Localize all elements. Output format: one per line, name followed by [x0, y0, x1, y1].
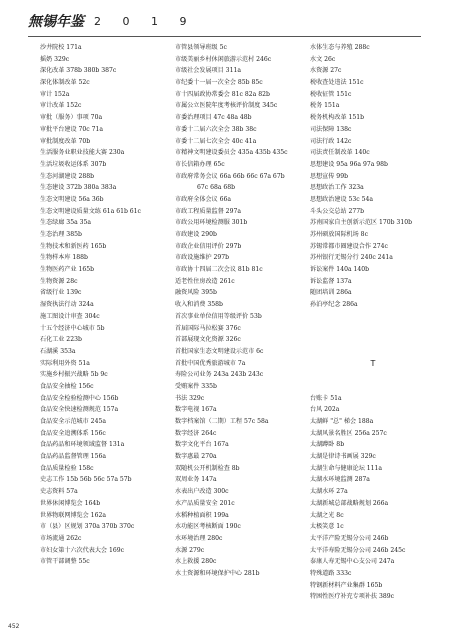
index-entry: 生物样本库 188b: [40, 254, 88, 262]
index-entry: 市属公立医院年度考核评价制度 345c: [175, 102, 278, 110]
index-entry: 沙井院校 171a: [40, 44, 82, 51]
index-entry: 生物技术和新医药 165b: [40, 242, 107, 250]
index-entry: 诉讼案件 140a 140b: [310, 266, 370, 274]
index-column-2: [175, 42, 301, 580]
index-entry: 水环境治理 280c: [175, 534, 223, 542]
header-rule: [28, 36, 421, 37]
index-entry: 食品安全抽检 156c: [40, 382, 94, 390]
index-entry: 收入和消费 358b: [175, 301, 223, 309]
index-entry: 市长信箱办理 65c: [175, 160, 225, 168]
index-entry: 台风 202a: [310, 406, 340, 414]
index-entry: 司法保障 138c: [310, 125, 352, 133]
index-entry: 食品药品监督管理 156a: [40, 453, 106, 461]
index-entry: 市政设施维护 297b: [175, 254, 230, 262]
index-entry: 水稻种植面积 199a: [175, 511, 229, 519]
index-entry: 石湖溪 353a: [40, 347, 76, 355]
index-entry: 食品安全检验检测中心 156b: [40, 394, 119, 402]
index-entry: 双周业务 147a: [175, 476, 217, 484]
index-entry: 水土资源和环境保护中心 281b: [175, 569, 260, 577]
yearbook-year: 2 0 1 9: [94, 14, 196, 28]
index-entry: 特钢新材料产业集群 165b: [310, 581, 383, 589]
index-entry: 市管县领导班级 5c: [175, 44, 227, 51]
index-entry: 数字档案馆（二期）工程 57c 58a: [175, 418, 269, 425]
index-entry: 审批平台建设 70c 71a: [40, 125, 103, 133]
index-entry: 税收征管 151c: [310, 90, 352, 98]
index-entry: 深化体制改革 52c: [40, 79, 90, 87]
index-entry: 生态文明建设质量文练 61a 61b 61c: [40, 207, 141, 215]
index-entry: 史志工作 15b 56b 56c 57a 57b: [40, 476, 132, 484]
index-entry: 太平洋寿险无锡分公司 246b 245c: [310, 546, 406, 554]
index-entry: 诉讼监督 137a: [310, 277, 352, 285]
index-entry: 水上救援 280c: [175, 558, 217, 566]
page-number: 452: [8, 623, 20, 630]
index-entry: 思想建设 95a 96a 97a 98b: [310, 160, 388, 168]
index-entry: 数字文化平台 167a: [175, 441, 229, 449]
index-entry: 市委十二届六次全会 38b 38c: [175, 125, 257, 133]
index-entry: 市纪委十一届一次全会 85b 85c: [175, 79, 263, 87]
index-entry: 融资风险 395b: [175, 289, 217, 297]
index-entry: 双随机公开机制检查 8b: [175, 464, 240, 472]
index-column-3: [310, 42, 436, 603]
index-entry: 市委十二届七次全会 40c 41a: [175, 137, 257, 145]
index-entry: 首批中国优秀旅游城市 7a: [175, 359, 246, 367]
index-entry: 史志资料 57a: [40, 488, 78, 496]
index-entry: 市政企业信用评价 297b: [175, 242, 242, 250]
index-entry: 生态文明建设 56a 36b: [40, 195, 104, 203]
index-entry: 司法责任制改革 140c: [310, 149, 370, 157]
index-entry: 思想政治工作 323a: [310, 184, 364, 192]
index-entry: 太极笑意 1c: [310, 523, 344, 531]
index-entry: 思想宣传 99b: [310, 172, 348, 180]
index-entry: 首次事业单位信用等级评价 53b: [175, 312, 262, 320]
index-entry: 水资源 27c: [310, 67, 342, 75]
index-entry: 市政府常务会议 66a 66b 66c 67a 67b: [175, 172, 285, 180]
index-entry: 水体生态与养殖 288c: [310, 44, 370, 51]
blank-line: [310, 334, 436, 346]
index-entry: 水表出户改造 300c: [175, 488, 229, 496]
index-entry: 食品安全快速检测规范 157a: [40, 406, 119, 414]
blank-line: [310, 311, 436, 323]
index-entry: 书法 329c: [175, 394, 205, 402]
index-entry: 司法行政 142c: [310, 137, 352, 145]
index-entry: 生态河湖建设 288b: [40, 172, 95, 180]
index-entry: 食品安全示范城市 245a: [40, 418, 106, 425]
index-entry: 思想政治建设 53c 54a: [310, 195, 373, 203]
index-entry: 特殊道路 333c: [310, 569, 352, 577]
index-entry: 税务 151a: [310, 102, 340, 110]
index-entry: 苏南国家自主创新示范区 170b 310b: [310, 219, 412, 227]
index-entry: 寿险公司业务 243a 243b 243c: [175, 371, 264, 379]
index-entry: 数字惠最 270a: [175, 453, 217, 461]
index-entry: 随团培训 286a: [310, 289, 352, 297]
index-entry: 摇奶 329c: [40, 55, 70, 63]
index-entry: 生态建设 372b 380a 383a: [40, 184, 117, 192]
index-entry: 泰康人寿无锡中心支公司 247a: [310, 558, 395, 566]
index-entry: 苏州银行无锡分行 240c 241a: [310, 254, 393, 262]
index-entry: 审计改革 152c: [40, 102, 82, 110]
index-entry: 太湖之光 8c: [310, 511, 344, 519]
index-entry: 适老性住房改造 261c: [175, 277, 235, 285]
index-entry: 67c 68a 68b: [197, 184, 236, 192]
index-entry: 台账卡 51a: [310, 394, 342, 402]
index-entry: 太湖风景名胜区 256a 257c: [310, 429, 387, 437]
index-entry: 世界物联网博览会 162a: [40, 511, 106, 519]
yearbook-title: 無锡年鉴: [28, 14, 84, 30]
index-entry: 首届国际马拉松赛 376c: [175, 324, 241, 332]
index-entry: 苏锡常都市圈建设合作 274c: [310, 242, 388, 250]
index-entry: 太湖水环境监测 287a: [310, 476, 370, 484]
index-entry: 深化改革 378b 380b 387c: [40, 67, 117, 75]
index-entry: 世界休闲博览会 164b: [40, 499, 101, 507]
index-entry: 数字经济 264c: [175, 429, 217, 437]
blank-line: [310, 369, 436, 381]
index-entry: 太平洋产险无锡分公司 246b: [310, 534, 389, 542]
index-entry: 审批制度改革 70b: [40, 137, 91, 145]
blank-line: [310, 323, 436, 335]
index-entry: 市级美丽乡村休闲旅游示范村 246c: [175, 55, 272, 63]
index-entry: 生活服务业职业技能大赛 230a: [40, 149, 125, 157]
index-entry: 太湖生命与健康论坛 111a: [310, 464, 383, 472]
index-entry: 市场流通 262c: [40, 534, 82, 542]
blank-line: [310, 381, 436, 393]
index-entry: 审批（服务）事项 70a: [40, 114, 103, 122]
index-entry: 受贿案件 335b: [175, 382, 217, 390]
index-entry: 首批国家生态文明建设示范市 6c: [175, 347, 264, 355]
index-entry: 太湖蹲卧 8b: [310, 441, 345, 449]
index-entry: 市管干部调整 55c: [40, 558, 90, 566]
index-entry: 施工图设计审查 304c: [40, 312, 100, 320]
index-entry: 食品药品和环境领域监督 131a: [40, 441, 125, 449]
index-entry: 孙泊亭纪念 286a: [310, 301, 358, 309]
index-entry: 市精神文明建设委员会 435a 435b 435c: [175, 149, 288, 157]
index-entry: 食品安全追溯体系 156c: [40, 429, 106, 437]
index-entry: 市级社会发展项目 311a: [175, 67, 241, 75]
index-entry: 市政建设 290b: [175, 231, 217, 238]
index-entry: 斗头公交总站 277b: [310, 207, 365, 215]
index-entry: 石化工业 223b: [40, 336, 82, 344]
index-entry: 水源 279c: [175, 546, 205, 554]
index-entry: 首部展现文化资源 326c: [175, 336, 241, 344]
index-entry: 特困性医疗补充专项补扶 389c: [310, 593, 395, 601]
index-entry: 审计 152a: [40, 90, 70, 98]
index-entry: 苏州硕放国际机场 8c: [310, 231, 368, 238]
index-entry: 生物资源 28c: [40, 277, 78, 285]
index-entry: 市政工程质量监督 297a: [175, 207, 241, 215]
index-entry: 湿资执法行动 324a: [40, 301, 94, 309]
index-entry: 税收查处违法 151c: [310, 79, 364, 87]
index-column-1: [40, 42, 166, 568]
index-entry: 市十四届政协常委会 81c 82a 82b: [175, 90, 270, 98]
index-entry: 省级行业 139c: [40, 289, 82, 297]
index-entry: 生态绿廊 35a 35a: [40, 219, 92, 227]
index-entry: 市妇女第十六次代表大会 169c: [40, 546, 125, 554]
index-entry: 十五个经济中心城市 5b: [40, 324, 105, 332]
section-letter: T: [370, 358, 376, 368]
index-entry: 太湖新城总部战略规划 266a: [310, 499, 389, 507]
index-entry: 市（县）区规划 370a 370b 370c: [40, 523, 135, 531]
index-entry: 太湖水环 27a: [310, 488, 348, 496]
index-entry: 水功能区考核断面 190c: [175, 523, 241, 531]
index-entry: 实施乡村振兴战略 5b 9c: [40, 371, 108, 379]
index-entry: 食品质量检验 158c: [40, 464, 94, 472]
index-entry: 市政公用环境检测服 301b: [175, 219, 248, 227]
index-entry: 实际利用外资 51a: [40, 359, 90, 367]
index-entry: 市委治理项目 47c 48a 48b: [175, 114, 252, 122]
blank-line: [310, 346, 436, 358]
index-entry: 市政府全体会议 66a: [175, 195, 231, 203]
index-entry: 生活垃圾收运体系 307b: [40, 160, 107, 168]
index-entry: 税务机构改革 151b: [310, 114, 365, 122]
index-entry: 生物医药产业 165b: [40, 266, 95, 274]
index-entry: 水产品质量安全 201c: [175, 499, 235, 507]
index-entry: 生态治理 385b: [40, 231, 82, 238]
index-entry: 市政协十四届二次会议 81b 81c: [175, 266, 263, 274]
index-entry: 水文 26c: [310, 55, 336, 63]
index-entry: 数字电视 167a: [175, 406, 217, 414]
index-entry: 太湖鲜 "总" 梯会 188a: [310, 418, 374, 425]
page-header: [28, 8, 428, 34]
index-entry: 太湖是律诗书画展 329c: [310, 453, 376, 461]
